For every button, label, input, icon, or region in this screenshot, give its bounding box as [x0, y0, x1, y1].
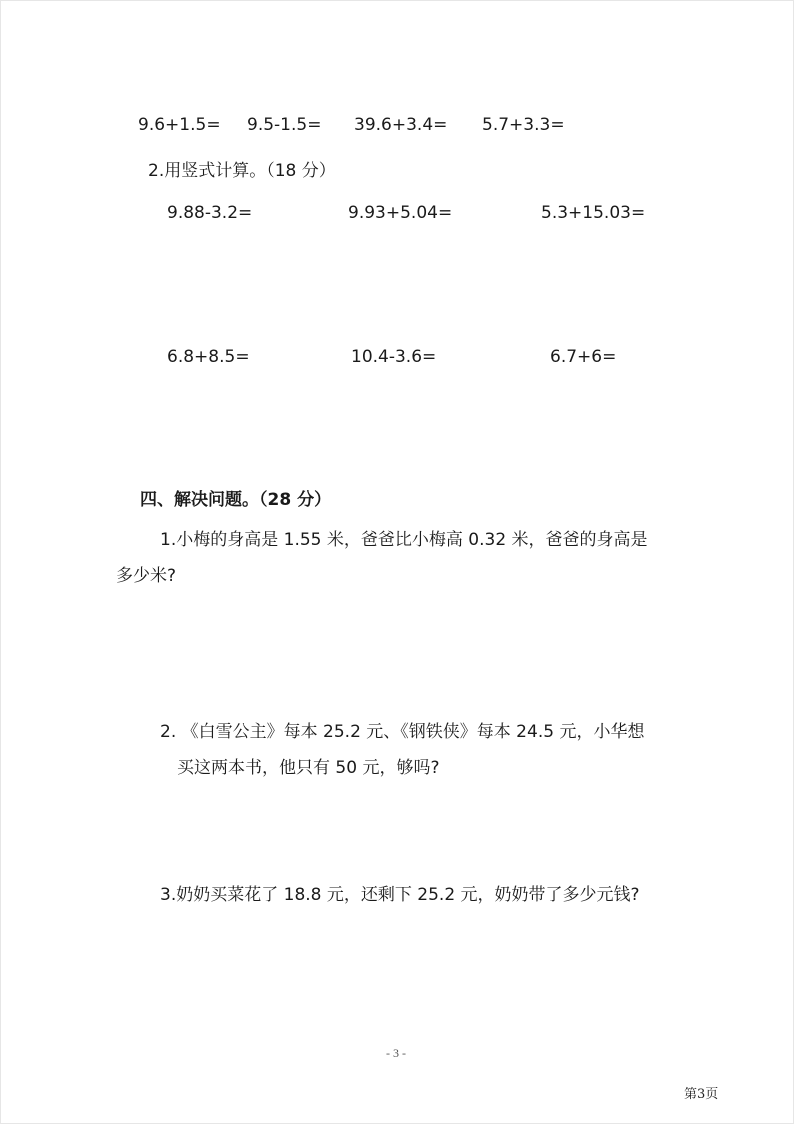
question-2-line-1: 2. 《白雪公主》每本 25.2 元、《钢铁侠》每本 24.5 元，小华想: [160, 722, 645, 742]
section-title-vertical-calculation: 2.用竖式计算。（18 分）: [148, 161, 336, 181]
page-number: - 3 -: [386, 1046, 406, 1060]
vertical-expression-2: 9.93+5.04=: [348, 203, 453, 223]
expression-3: 39.6+3.4=: [354, 115, 448, 135]
question-1-line-1: 1.小梅的身高是 1.55 米，爸爸比小梅高 0.32 米，爸爸的身高是: [160, 530, 648, 550]
vertical-expression-5: 10.4-3.6=: [351, 347, 437, 367]
expression-4: 5.7+3.3=: [482, 115, 565, 135]
question-1-line-2: 多少米?: [116, 566, 177, 586]
expression-1: 9.6+1.5=: [138, 115, 221, 135]
question-3: 3.奶奶买菜花了 18.8 元，还剩下 25.2 元，奶奶带了多少元钱?: [160, 885, 640, 905]
section-title-problem-solving: 四、解决问题。（28 分）: [140, 490, 332, 510]
vertical-expression-6: 6.7+6=: [550, 347, 617, 367]
vertical-expression-1: 9.88-3.2=: [167, 203, 253, 223]
vertical-expression-4: 6.8+8.5=: [167, 347, 250, 367]
expression-2: 9.5-1.5=: [247, 115, 322, 135]
page-footer-label: 第3页: [684, 1087, 719, 1102]
vertical-expression-3: 5.3+15.03=: [541, 203, 646, 223]
question-2-line-2: 买这两本书，他只有 50 元，够吗?: [177, 758, 440, 778]
